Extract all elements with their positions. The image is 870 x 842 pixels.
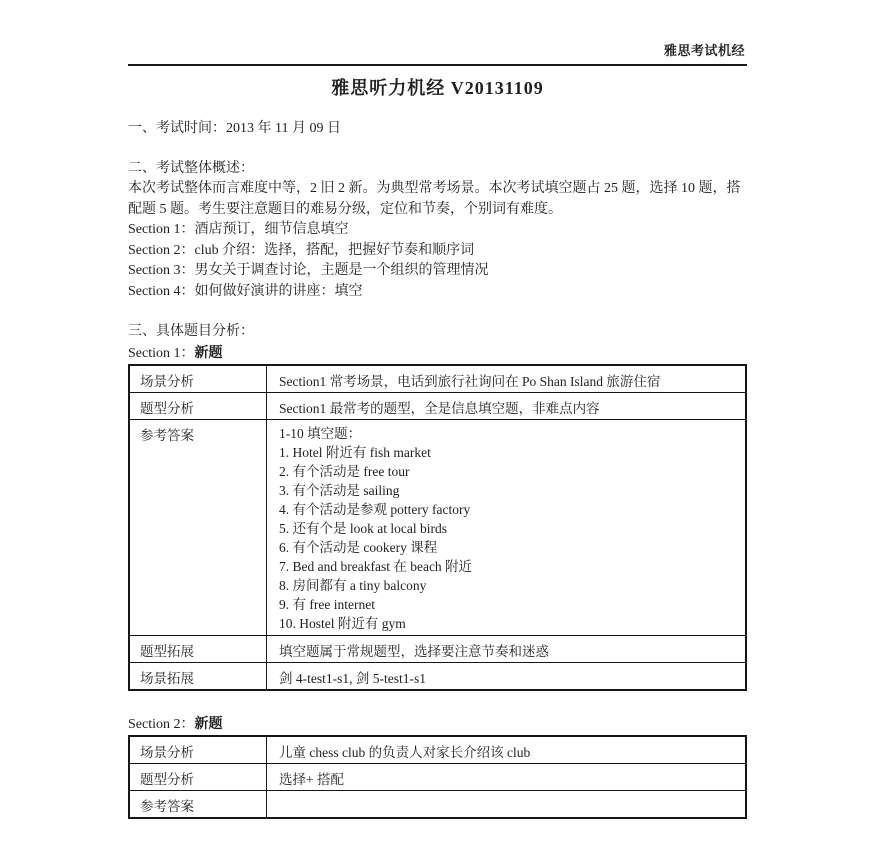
document-title: 雅思听力机经 V20131109	[331, 78, 544, 98]
row-content	[267, 790, 747, 818]
answer-line: 7. Bed and breakfast 在 beach 附近	[279, 558, 473, 574]
section2-block	[128, 717, 747, 819]
answer-line: 4. 有个活动是参观 pottery factory	[279, 501, 471, 517]
overview-section4-line: Section 4：如何做好演讲的讲座：填空	[128, 283, 363, 299]
overview-section2-line: Section 2：club 介绍：选择，搭配，把握好节奏和顺序词	[128, 242, 475, 258]
answer-line: 6. 有个活动是 cookery 课程	[279, 539, 438, 555]
row-label: 参考答案	[129, 419, 267, 635]
table-row	[129, 662, 746, 690]
table-row	[129, 736, 746, 764]
row-content: 选择+ 搭配	[267, 763, 747, 790]
header-text: 雅思考试机经	[663, 43, 745, 58]
answer-line: 1. Hotel 附近有 fish market	[279, 444, 431, 460]
table-row	[129, 365, 746, 393]
answer-line: 9. 有 free internet	[279, 596, 375, 612]
row-label: 场景拓展	[129, 662, 267, 690]
row-content	[267, 419, 747, 635]
section2-label-newtopic: 新题	[194, 716, 223, 732]
answer-line: 10. Hostel 附近有 gym	[279, 615, 406, 631]
row-content: 剑 4-test1-s1, 剑 5-test1-s1	[267, 662, 747, 690]
table-row	[129, 419, 746, 635]
page-content	[128, 0, 747, 819]
section2-label	[128, 717, 747, 733]
row-label: 场景分析	[129, 365, 267, 393]
page-header	[128, 0, 747, 66]
row-label: 题型分析	[129, 392, 267, 419]
answer-line: 3. 有个活动是 sailing	[279, 482, 400, 498]
section1-label-prefix: Section 1：	[128, 345, 195, 361]
table-row	[129, 635, 746, 662]
overview-section1-line: Section 1：酒店预订，细节信息填空	[128, 222, 349, 237]
answer-line: 5. 还有个是 look at local birds	[279, 520, 447, 536]
section2-table	[128, 735, 747, 819]
row-label: 题型拓展	[129, 635, 267, 662]
answer-line: 2. 有个活动是 free tour	[279, 463, 410, 479]
exam-time-heading: 一、考试时间：2013 年 11 月 09 日	[128, 121, 341, 136]
section1-label	[128, 346, 747, 362]
row-label: 参考答案	[129, 790, 267, 818]
row-label: 场景分析	[129, 736, 267, 764]
answer-line: 1-10 填空题：	[279, 425, 362, 441]
answer-line: 8. 房间都有 a tiny balcony	[279, 577, 427, 593]
overview-heading: 二、考试整体概述：	[128, 160, 254, 176]
row-content: 儿童 chess club 的负责人对家长介绍该 club	[267, 736, 747, 764]
section2-label-prefix: Section 2：	[128, 716, 195, 732]
overview-section3-line: Section 3：男女关于调查讨论，主题是一个组织的管理情况	[128, 263, 489, 278]
row-content: Section1 常考场景，电话到旅行社询问在 Po Shan Island 旅游住宿	[267, 365, 747, 393]
section1-label-newtopic: 新题	[194, 345, 223, 361]
row-label: 题型分析	[129, 763, 267, 790]
table-row	[129, 790, 746, 818]
table-row	[129, 392, 746, 419]
overview-paragraph: 本次考试整体而言难度中等，2 旧 2 新。为典型常考场景。本次考试填空题占 25 题，选择 10 题，搭配题 5 题。考生要注意题目的难易分级，定位和节奏，个别词有难度。	[128, 181, 741, 217]
row-content: Section1 最常考的题型，全是信息填空题，非难点内容	[267, 392, 747, 419]
row-content: 填空题属于常规题型，选择要注意节奏和迷惑	[267, 635, 747, 662]
section1-table	[128, 364, 747, 691]
analysis-heading: 三、具体题目分析：	[128, 324, 254, 339]
table-row	[129, 763, 746, 790]
